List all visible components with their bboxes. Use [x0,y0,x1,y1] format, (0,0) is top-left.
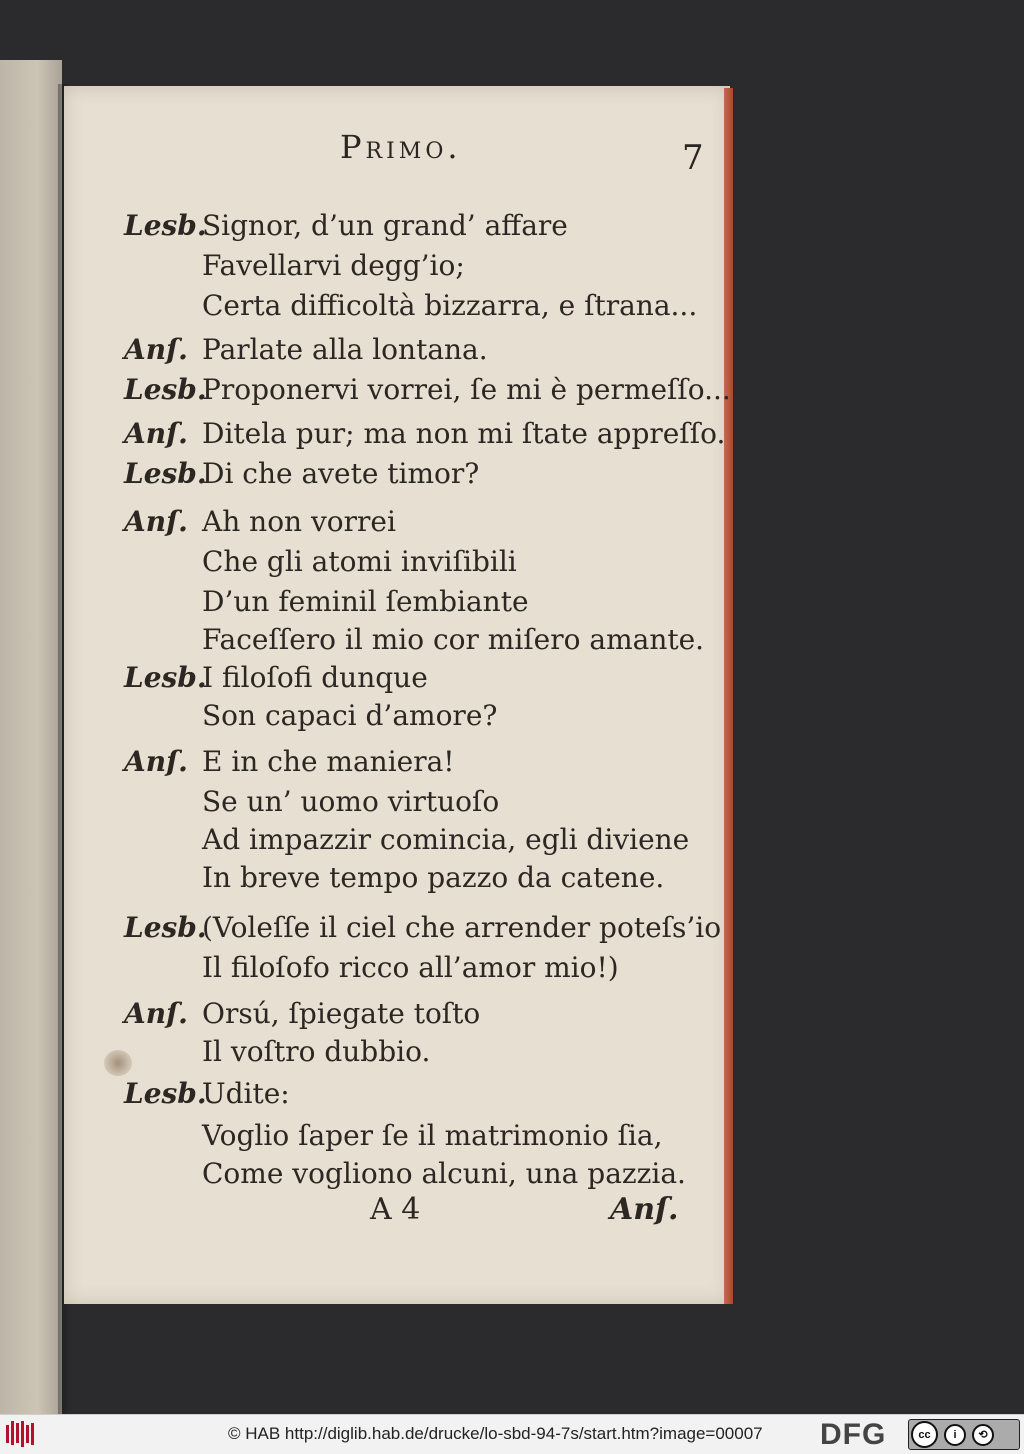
catchword: Anſ. [610,1192,679,1227]
verse-line: Ditela pur; ma non mi ſtate appreſſo. [202,417,726,450]
cc-license-badge[interactable] [908,1419,1020,1450]
dfg-logo[interactable]: DFG [820,1418,887,1451]
hab-logo-icon[interactable] [6,1421,36,1447]
previous-page-edge [0,60,62,1430]
speaker-label: Anſ. [124,333,188,366]
speaker-label: Lesb. [124,457,207,490]
speaker-label: Lesb. [124,1077,207,1110]
speaker-label: Lesb. [124,209,207,242]
verse-line: Son capaci d’amore? [202,699,498,732]
verse-line: Favellarvi degg’io; [202,249,465,282]
page-stain [104,1050,132,1076]
verse-line: Parlate alla lontana. [202,333,488,366]
copyright-link[interactable]: © HAB http://diglib.hab.de/drucke/lo-sbd-94-7s/start.htm?image=00007 [228,1424,763,1443]
verse-line: E in che maniera! [202,745,455,778]
verse-line: Proponervi vorrei, ſe mi è permeſſo... [202,373,731,406]
verse-line: Ah non vorrei [202,505,396,538]
verse-line: Udite: [202,1077,290,1110]
sa-icon: ⟲ [972,1424,994,1446]
speaker-label: Anſ. [124,417,188,450]
verse-line: Certa difficoltà bizzarra, e ſtrana... [202,289,698,322]
speaker-label: Lesb. [124,661,207,694]
cc-icon: cc [911,1421,938,1448]
verse-line: (Voleſſe il ciel che arrender poteſs’io [202,911,722,944]
verse-line: Di che avete timor? [202,457,480,490]
verse-line: In breve tempo pazzo da catene. [202,861,665,894]
speaker-label: Anſ. [124,997,188,1030]
viewer-footer [0,1414,1024,1454]
speaker-label: Anſ. [124,505,188,538]
verse-line: Se un’ uomo virtuoſo [202,785,500,818]
verse-line: Ad impazzir comincia, egli diviene [202,823,690,856]
speaker-label: Lesb. [124,911,207,944]
verse-line: I filoſofi dunque [202,661,428,694]
verse-line: D’un feminil ſembiante [202,585,529,618]
running-head: Primo. [340,128,462,166]
verse-line: Orsú, ſpiegate toſto [202,997,481,1030]
verse-line: Il filoſofo ricco all’amor mio!) [202,951,619,984]
red-page-edge [724,88,733,1304]
page-number: 7 [682,138,704,178]
verse-line: Che gli atomi inviſibili [202,545,517,578]
verse-line: Signor, d’un grand’ affare [202,209,568,242]
verse-line: Voglio ſaper ſe il matrimonio ſia, [202,1119,663,1152]
signature-mark: A 4 [370,1192,421,1227]
verse-line: Come vogliono alcuni, una pazzia. [202,1157,686,1190]
speaker-label: Lesb. [124,373,207,406]
speaker-label: Anſ. [124,745,188,778]
verse-line: Faceſſero il mio cor miſero amante. [202,623,705,656]
by-icon: i [944,1424,966,1446]
verse-line: Il voſtro dubbio. [202,1035,431,1068]
